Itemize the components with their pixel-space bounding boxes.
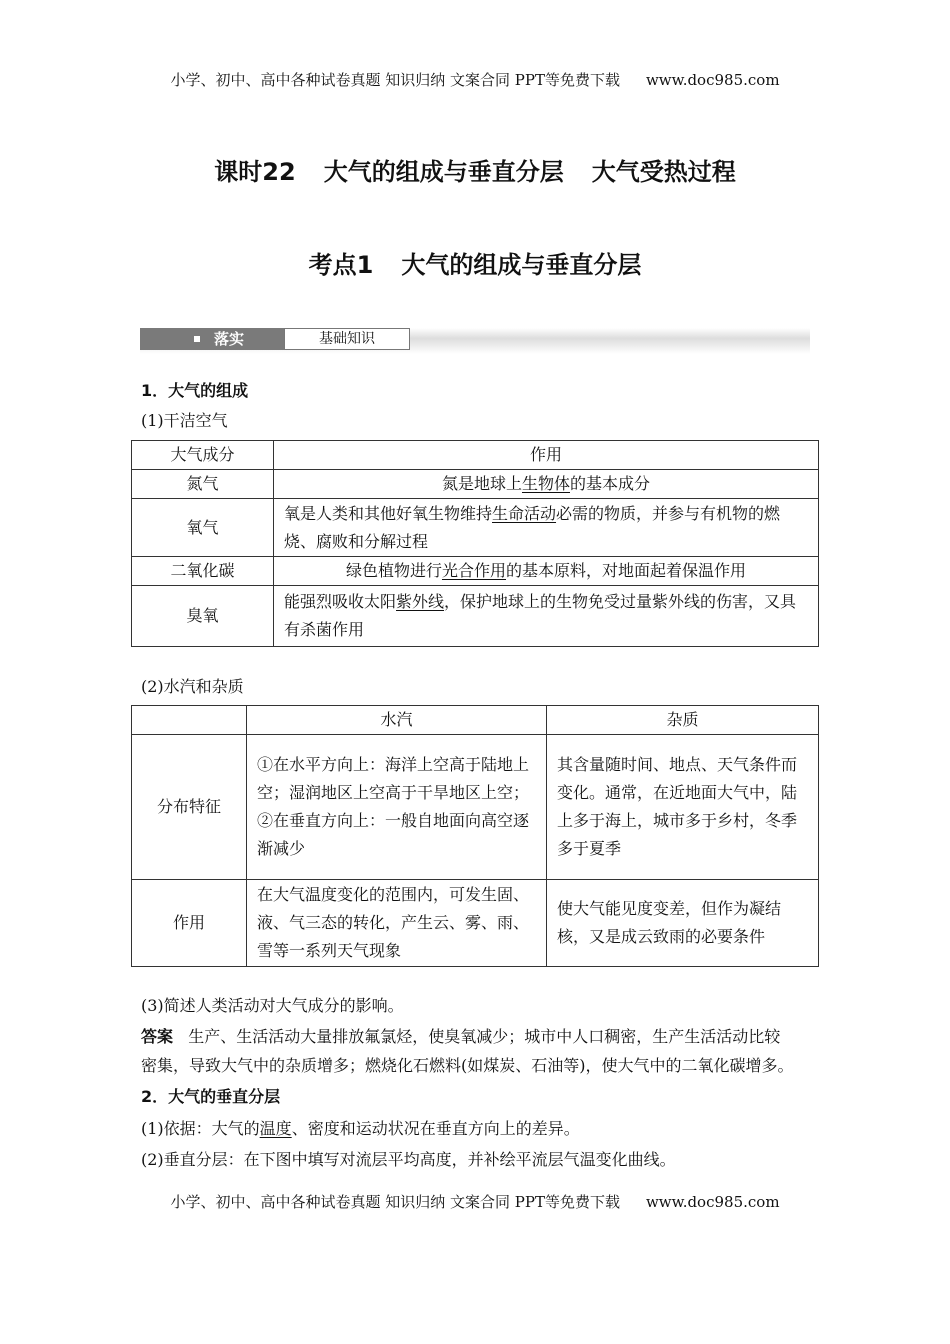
topic-number: 考点1 — [308, 251, 374, 279]
table-row — [132, 586, 819, 647]
page-header — [0, 69, 950, 90]
answer-label: 答案 — [141, 1027, 174, 1046]
section-heading-2: 2．大气的垂直分层 — [141, 1087, 281, 1106]
impurity-cell: 使大气能见度变差，但作为凝结核，又是成云致雨的必要条件 — [547, 880, 819, 967]
component-name: 氮气 — [132, 470, 274, 499]
page-footer — [0, 1191, 950, 1212]
title-part2: 大气受热过程 — [591, 158, 736, 186]
component-role: 绿色植物进行光合作用的基本原料，对地面起着保温作用 — [274, 557, 819, 586]
topic-name: 大气的组成与垂直分层 — [401, 251, 642, 279]
underlined-answer: 生物体 — [521, 474, 570, 493]
table-header: 水汽 — [247, 706, 547, 735]
impurity-cell: 其含量随时间、地点、天气条件而变化。通常，在近地面大气中，陆上多于海上，城市多于乡村，冬季多于夏季 — [547, 735, 819, 880]
table-header: 杂质 — [547, 706, 819, 735]
answer-text: 生产、生活活动大量排放氟氯烃，使臭氧减少；城市中人口稠密，生产生活活动比较 — [188, 1027, 781, 1046]
banner-dark — [140, 328, 284, 350]
component-role: 能强烈吸收太阳紫外线，保护地球上的生物免受过量紫外线的伤害，又具有杀菌作用 — [274, 586, 819, 647]
row-label: 作用 — [132, 880, 247, 967]
component-role: 氧是人类和其他好氧生物维持生命活动必需的物质，并参与有机物的燃烧、腐败和分解过程 — [274, 499, 819, 557]
component-role: 氮是地球上生物体的基本成分 — [274, 470, 819, 499]
footer-text: 小学、初中、高中各种试卷真题 知识归纳 文案合同 PPT等免费下载 — [170, 1193, 620, 1211]
header-text: 小学、初中、高中各种试卷真题 知识归纳 文案合同 PPT等免费下载 — [170, 71, 620, 89]
water-impurity-table — [131, 705, 819, 967]
lesson-number: 课时22 — [214, 158, 296, 186]
banner-light-label: 基础知识 — [284, 328, 410, 350]
header-url: www.doc985.com — [645, 71, 780, 89]
lesson-title — [0, 152, 950, 187]
answer-text: 密集，导致大气中的杂质增多；燃烧化石燃料(如煤炭、石油等)，使大气中的二氧化碳增多。 — [141, 1056, 794, 1075]
section-banner — [140, 328, 810, 354]
cell-text: ②在垂直方向上：一般自地面向高空逐渐减少 — [257, 811, 530, 858]
table-row — [132, 470, 819, 499]
water-cell — [247, 735, 547, 880]
answer — [141, 1022, 821, 1051]
topic-title — [0, 245, 950, 280]
underlined-answer: 光合作用 — [441, 561, 506, 580]
table-header: 作用 — [274, 441, 819, 470]
subheading-dry-air: (1)干洁空气 — [141, 411, 228, 430]
footer-url: www.doc985.com — [645, 1193, 780, 1211]
component-name: 氧气 — [132, 499, 274, 557]
underlined-answer: 温度 — [259, 1119, 292, 1138]
table-row — [132, 499, 819, 557]
row-label: 分布特征 — [132, 735, 247, 880]
underlined-answer: 紫外线 — [396, 592, 445, 611]
dry-air-table — [131, 440, 819, 647]
square-icon — [194, 336, 200, 342]
component-name: 二氧化碳 — [132, 557, 274, 586]
vertical-layers-text: (2)垂直分层：在下图中填写对流层平均高度，并补绘平流层气温变化曲线。 — [141, 1150, 676, 1169]
title-part1: 大气的组成与垂直分层 — [323, 158, 564, 186]
table-row — [132, 735, 819, 880]
table-header — [132, 706, 247, 735]
section-heading-1: 1．大气的组成 — [141, 381, 249, 400]
underlined-answer: 生命活动 — [492, 503, 557, 523]
layering-basis: (1)依据：大气的温度、密度和运动状况在垂直方向上的差异。 — [141, 1119, 580, 1138]
water-cell: 在大气温度变化的范围内，可发生固、液、气三态的转化，产生云、雾、雨、雪等一系列天气现象 — [247, 880, 547, 967]
table-row — [132, 557, 819, 586]
question-3: (3)简述人类活动对大气成分的影响。 — [141, 996, 404, 1015]
table-header: 大气成分 — [132, 441, 274, 470]
cell-text: ①在水平方向上：海洋上空高于陆地上空；湿润地区上空高于干旱地区上空； — [257, 755, 530, 802]
subheading-water-impurities: (2)水汽和杂质 — [141, 677, 244, 696]
table-row — [132, 880, 819, 967]
component-name: 臭氧 — [132, 586, 274, 647]
banner-dark-label: 落实 — [214, 330, 245, 348]
